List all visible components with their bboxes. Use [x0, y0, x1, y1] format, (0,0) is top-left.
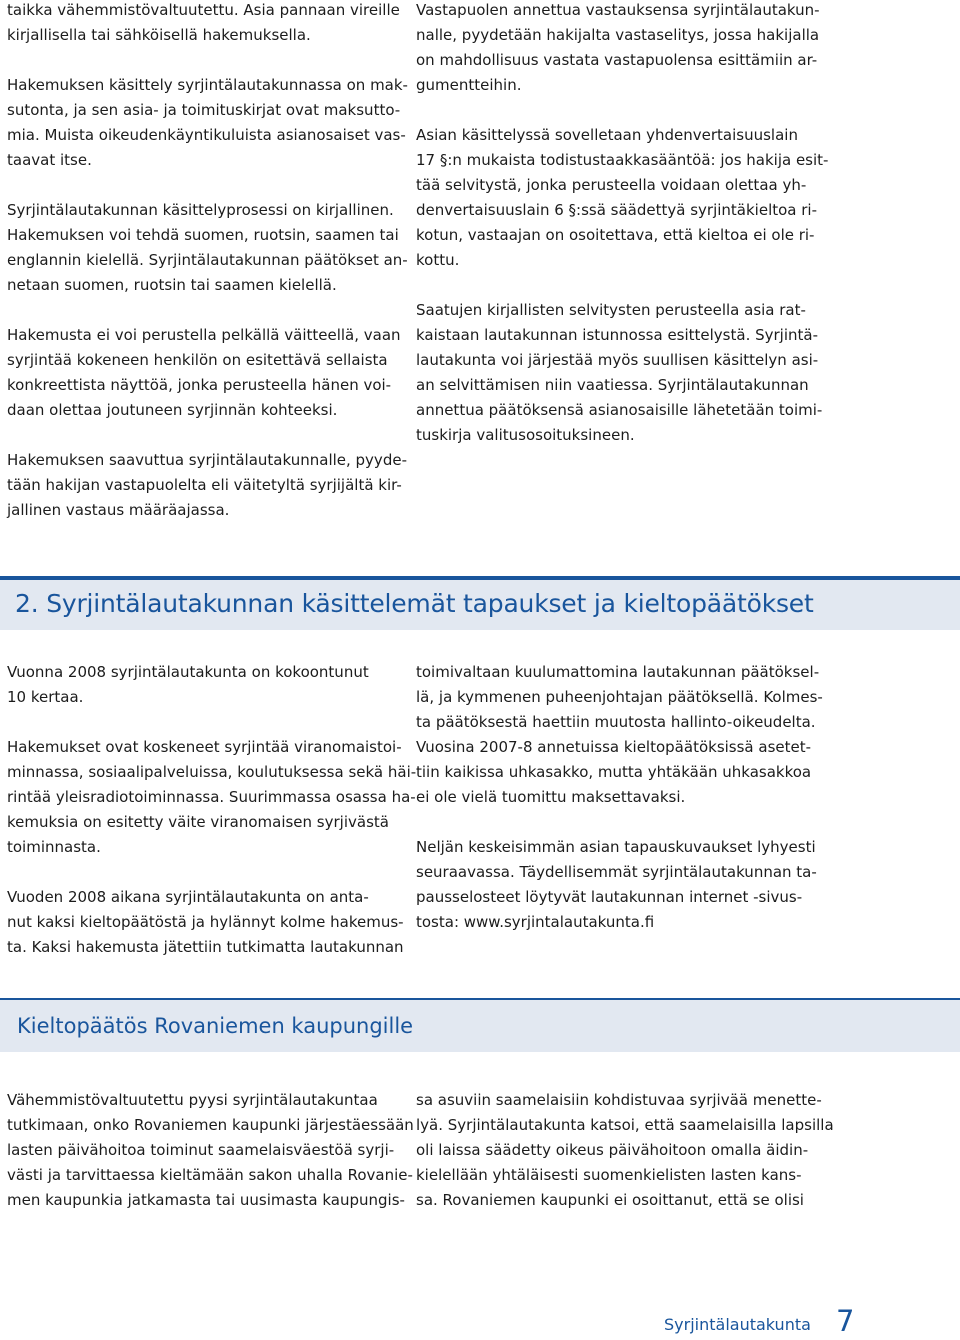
top-left-column — [7, 0, 408, 523]
text-line: konkreettista näyttöä, jonka perusteella hänen voi- — [7, 376, 392, 394]
text-line: tutkimaan, onko Rovaniemen kaupunki järjestäessään — [7, 1116, 414, 1134]
section-left-column — [7, 660, 417, 960]
text-line: tään hakijan vastapuolelta eli väitetyltä syrjijältä kir- — [7, 476, 402, 494]
text-line: sa asuviin saamelaisiin kohdistuvaa syrjivää menette- — [416, 1091, 822, 1109]
text-line: Hakemuksen saavuttua syrjintälautakunnalle, pyyde- — [7, 451, 407, 469]
paragraph — [416, 0, 820, 98]
text-line: kotun, vastaajan on osoitettava, että kieltoa ei ole ri- — [416, 226, 815, 244]
text-line: toimivaltaan kuulumattomina lautakunnan päätöksel- — [416, 663, 820, 681]
text-line: lä, ja kymmenen puheenjohtajan päätöksellä. Kolmes- — [416, 688, 823, 706]
paragraph — [7, 0, 400, 48]
text-line: seuraavassa. Täydellisemmät syrjintälautakunnan ta- — [416, 863, 817, 881]
paragraph — [416, 298, 823, 448]
section-heading: 2. Syrjintälautakunnan käsittelemät tapaukset ja kieltopäätökset — [15, 589, 814, 618]
case-left-column — [7, 1088, 414, 1213]
paragraph — [416, 835, 817, 935]
page-number: 7 — [836, 1304, 855, 1338]
top-right-column — [416, 0, 829, 448]
text-line: men kaupunkia jatkamasta tai uusimasta kaupungis- — [7, 1191, 405, 1209]
text-line: Hakemuksen voi tehdä suomen, ruotsin, saamen tai — [7, 226, 399, 244]
section-heading-band — [0, 576, 960, 630]
paragraph — [416, 1088, 834, 1213]
text-line: kaistaan lautakunnan istunnossa esittelystä. Syrjintä- — [416, 326, 819, 344]
text-line: Vuoden 2008 aikana syrjintälautakunta on anta- — [7, 888, 369, 906]
section-right-column — [416, 660, 823, 935]
text-line: kottu. — [416, 251, 460, 269]
paragraph — [7, 885, 404, 960]
text-line: nut kaksi kieltopäätöstä ja hylännyt kolme hakemus- — [7, 913, 404, 931]
text-line: kemuksia on esitetty väite viranomaisen syrjivästä — [7, 813, 389, 831]
text-line: 10 kertaa. — [7, 688, 84, 706]
paragraph — [7, 323, 401, 423]
case-title: Kieltopäätös Rovaniemen kaupungille — [17, 1014, 414, 1038]
text-line: Hakemukset ovat koskeneet syrjintää viranomaistoi- — [7, 738, 402, 756]
text-line: mia. Muista oikeudenkäyntikuluista asianosaiset vas- — [7, 126, 406, 144]
text-line: tiin kaikissa uhkasakko, mutta yhtäkään uhkasakkoa — [416, 763, 812, 781]
text-line: Vuonna 2008 syrjintälautakunta on kokoontunut — [7, 663, 369, 681]
text-line: Saatujen kirjallisten selvitysten perusteella asia rat- — [416, 301, 806, 319]
text-line: 17 §:n mukaista todistustaakkasääntöä: jos hakija esit- — [416, 151, 829, 169]
paragraph — [7, 660, 387, 710]
text-line: lyä. Syrjintälautakunta katsoi, että saamelaisilla lapsilla — [416, 1116, 834, 1134]
text-line: ta päätöksestä haettiin muutosta hallinto-oikeudelta. — [416, 713, 816, 731]
text-line: nalle, pyydetään hakijalta vastaselitys, jossa hakijalla — [416, 26, 820, 44]
text-line: minnassa, sosiaalipalveluissa, koulutuksessa sekä häi- — [7, 763, 417, 781]
text-line: netaan suomen, ruotsin tai saamen kielellä. — [7, 276, 337, 294]
text-line: on mahdollisuus vastata vastapuolensa esittämiin ar- — [416, 51, 818, 69]
text-line: tää selvitystä, jonka perusteella voidaan olettaa yh- — [416, 176, 807, 194]
text-line: jallinen vastaus määräajassa. — [7, 501, 230, 519]
text-line: taavat itse. — [7, 151, 92, 169]
text-line: an selvittämisen niin vaatiessa. Syrjintälautakunnan — [416, 376, 809, 394]
text-line: tuskirja valitusosoituksineen. — [416, 426, 635, 444]
text-line: gumentteihin. — [416, 76, 522, 94]
text-line: Asian käsittelyssä sovelletaan yhdenvertaisuuslain — [416, 126, 798, 144]
text-line: toiminnasta. — [7, 838, 101, 856]
text-line: lautakunta voi järjestää myös suullisen käsittelyn asi- — [416, 351, 819, 369]
text-line: denvertaisuuslain 6 §:ssä säädettyä syrjintäkieltoa ri- — [416, 201, 818, 219]
text-line: englannin kielellä. Syrjintälautakunnan päätökset an- — [7, 251, 408, 269]
text-line: västi ja tarvittaessa kieltämään sakon uhalla Rovanie- — [7, 1166, 413, 1184]
text-line: syrjintää kokeneen henkilön on esitettävä sellaista — [7, 351, 388, 369]
text-line: annettua päätöksensä asianosaisille lähetetään toimi- — [416, 401, 823, 419]
paragraph — [7, 448, 407, 523]
paragraph — [416, 123, 829, 273]
text-line: pausselosteet löytyvät lautakunnan internet -sivus- — [416, 888, 803, 906]
text-line: lasten päivähoitoa toiminut saamelaisväestöä syrji- — [7, 1141, 395, 1159]
text-line: rintää yleisradiotoiminnassa. Suurimmassa osassa ha- — [7, 788, 416, 806]
text-line: Hakemusta ei voi perustella pelkällä väitteellä, vaan — [7, 326, 401, 344]
text-line: Vähemmistövaltuutettu pyysi syrjintälautakuntaa — [7, 1091, 378, 1109]
paragraph — [7, 73, 408, 173]
text-line: kirjallisella tai sähköisellä hakemuksella. — [7, 26, 311, 44]
paragraph — [7, 1088, 414, 1213]
text-line: sa. Rovaniemen kaupunki ei osoittanut, että se olisi — [416, 1191, 804, 1209]
text-line: ta. Kaksi hakemusta jätettiin tutkimatta lautakunnan — [7, 938, 404, 956]
text-line: Neljän keskeisimmän asian tapauskuvaukset lyhyesti — [416, 838, 816, 856]
footer-publication-name: Syrjintälautakunta — [664, 1315, 811, 1334]
case-title-band — [0, 998, 960, 1052]
paragraph — [7, 198, 408, 298]
text-line: ei ole vielä tuomittu maksettavaksi. — [416, 788, 686, 806]
case-right-column — [416, 1088, 834, 1213]
text-line: daan olettaa joutuneen syrjinnän kohteeksi. — [7, 401, 338, 419]
text-line: kielellään yhtäläisesti suomenkielisten lasten kans- — [416, 1166, 802, 1184]
text-line: sutonta, ja sen asia- ja toimituskirjat ovat maksutto- — [7, 101, 401, 119]
text-line: Vuosina 2007-8 annetuissa kieltopäätöksissä asetet- — [416, 738, 812, 756]
paragraph — [7, 735, 417, 860]
text-line: Syrjintälautakunnan käsittelyprosessi on kirjallinen. — [7, 201, 394, 219]
text-line: tosta: www.syrjintalautakunta.fi — [416, 913, 655, 931]
text-line: oli laissa säädetty oikeus päivähoitoon omalla äidin- — [416, 1141, 809, 1159]
paragraph — [416, 660, 823, 810]
text-line: Vastapuolen annettua vastauksensa syrjintälautakun- — [416, 1, 820, 19]
text-line: Hakemuksen käsittely syrjintälautakunnassa on mak- — [7, 76, 408, 94]
text-line: taikka vähemmistövaltuutettu. Asia pannaan vireille — [7, 1, 400, 19]
